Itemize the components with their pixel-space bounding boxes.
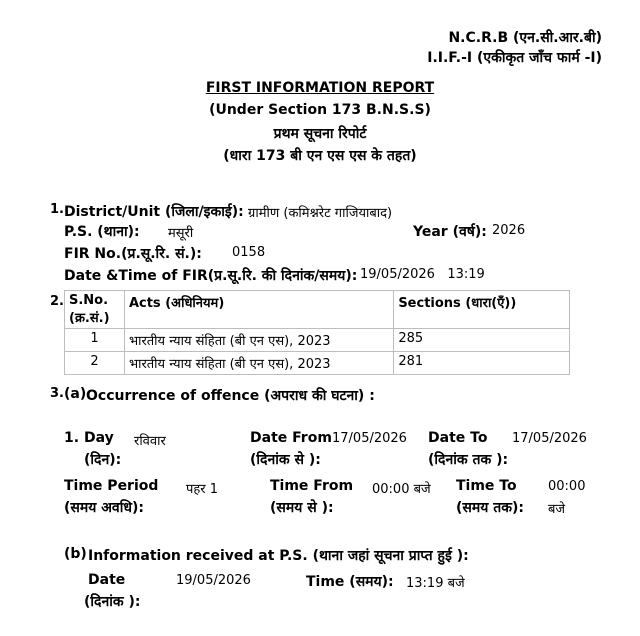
table-row <box>65 329 570 352</box>
item1-number: 1. <box>50 202 64 217</box>
year-value: 2026 <box>492 223 526 238</box>
occurrence-label: Occurrence of offence (अपराध की घटना) : <box>86 388 375 404</box>
date-to-label: Date To <box>428 430 488 446</box>
row-act: भारतीय न्याय संहिता (बी एन एस), 2023 <box>124 352 393 375</box>
report-title-hindi: प्रथम सूचना रिपोर्ट <box>273 126 367 142</box>
time-period-value: पहर 1 <box>186 482 219 497</box>
fir-datetime-value: 19/05/2026 13:19 <box>360 267 485 282</box>
report-title: FIRST INFORMATION REPORT <box>205 80 435 96</box>
fir-value: 0158 <box>232 245 266 260</box>
item3-b-label: (b) <box>64 546 87 562</box>
item3-a-label: (a) <box>64 386 87 402</box>
info-date-value: 19/05/2026 <box>176 573 251 588</box>
row-act: भारतीय न्याय संहिता (बी एन एस), 2023 <box>124 329 393 352</box>
district-label: District/Unit (जिला/इकाई): <box>64 204 244 220</box>
time-period-hindi: (समय अवधि): <box>64 500 144 516</box>
time-to-label: Time To <box>456 478 517 494</box>
date-to-hindi: (दिनांक तक ): <box>428 452 509 468</box>
time-from-label: Time From <box>270 478 354 494</box>
row-section: 281 <box>394 352 570 375</box>
time-to-hindi: (समय तक): <box>456 500 524 516</box>
date-to-value: 17/05/2026 <box>512 431 587 446</box>
year-label: Year (वर्ष): <box>413 224 487 240</box>
info-time-value: 13:19 बजे <box>406 576 465 591</box>
sno-header-hindi: (क्र.सं.) <box>69 311 110 326</box>
report-section-hindi: (धारा 173 बी एन एस एस के तहत) <box>223 148 417 164</box>
sno-header <box>65 291 125 329</box>
info-date-label: Date <box>88 572 126 588</box>
time-to-suffix: बजे <box>548 502 566 517</box>
day-label-hindi: (दिन): <box>84 452 122 468</box>
time-from-value: 00:00 बजे <box>372 482 431 497</box>
ps-label: P.S. (थाना): <box>64 224 140 240</box>
fir-label: FIR No.(प्र.सू.रि. सं.): <box>64 246 202 262</box>
day-number: 1. <box>64 430 80 446</box>
ps-value: मसूरी <box>168 226 194 241</box>
date-from-label: Date From <box>250 430 332 446</box>
report-section: (Under Section 173 B.N.S.S) <box>209 102 431 118</box>
day-label: Day <box>84 430 114 446</box>
info-time-label: Time (समय): <box>306 574 394 590</box>
acts-header: Acts (अधिनियम) <box>124 291 393 329</box>
day-value: रविवार <box>134 434 166 449</box>
item3-number: 3. <box>50 386 64 401</box>
date-from-value: 17/05/2026 <box>332 431 407 446</box>
fir-datetime-label: Date &Time of FIR(प्र.सू.रि. की दिनांक/समय): <box>64 268 358 284</box>
district-value: ग्रामीण (कमिश्नरेट गाजियाबाद) <box>248 206 393 221</box>
row-sno: 1 <box>65 329 125 352</box>
info-received-label: Information received at P.S. (थाना जहां सूचना प्राप्त हुई ): <box>88 548 469 564</box>
time-from-hindi: (समय से ): <box>270 500 334 516</box>
time-period-label: Time Period <box>64 478 159 494</box>
table-row <box>65 352 570 375</box>
row-section: 285 <box>394 329 570 352</box>
time-to-value: 00:00 <box>548 479 586 494</box>
sno-header-label: S.No. <box>69 293 109 308</box>
acts-table-header <box>65 291 570 329</box>
sections-header: Sections (धारा(एँ)) <box>394 291 570 329</box>
info-date-hindi: (दिनांक ): <box>84 594 141 610</box>
date-from-hindi: (दिनांक से ): <box>250 452 321 468</box>
iif-header: I.I.F.-I (एकीकृत जाँच फार्म -I) <box>427 50 602 66</box>
acts-table <box>64 290 570 375</box>
item2-number: 2. <box>50 294 64 309</box>
ncrb-header: N.C.R.B (एन.सी.आर.बी) <box>448 30 602 46</box>
row-sno: 2 <box>65 352 125 375</box>
